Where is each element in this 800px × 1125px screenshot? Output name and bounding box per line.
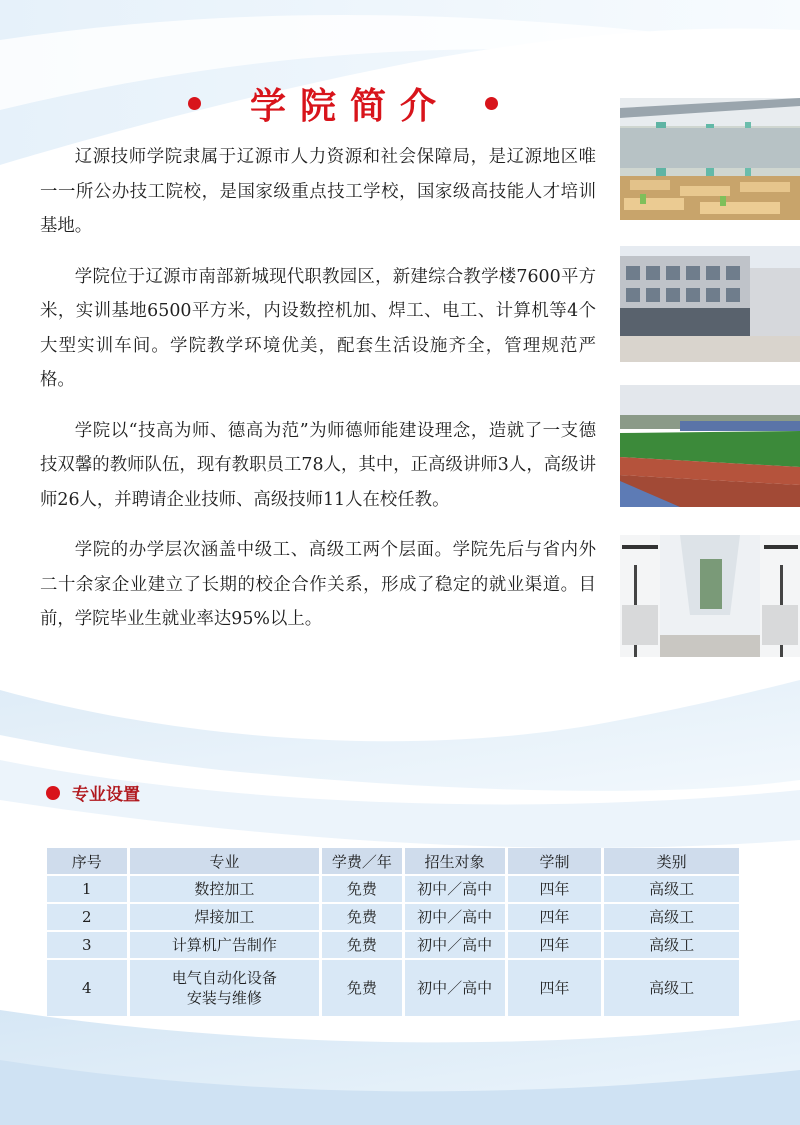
column-header-level: 类别 bbox=[604, 848, 739, 874]
cell-duration: 四年 bbox=[508, 904, 602, 930]
cell-number: 4 bbox=[47, 960, 127, 1016]
table-row bbox=[47, 876, 739, 902]
section-title: 专业设置 bbox=[72, 785, 140, 805]
majors-section-heading bbox=[46, 780, 140, 805]
cell-major: 焊接加工 bbox=[130, 904, 320, 930]
cell-level: 高级工 bbox=[604, 876, 739, 902]
intro-paragraph: 学院的办学层次涵盖中级工、高级工两个层面。学院先后与省内外二十余家企业建立了长期的校企合作关系，形成了稳定的就业渠道。目前，学院毕业生就业率达95%以上。 bbox=[40, 540, 596, 629]
cell-major: 计算机广告制作 bbox=[130, 932, 320, 958]
cell-level: 高级工 bbox=[604, 904, 739, 930]
column-header-duration: 学制 bbox=[508, 848, 602, 874]
cell-duration: 四年 bbox=[508, 932, 602, 958]
cell-number: 1 bbox=[47, 876, 127, 902]
cell-number: 2 bbox=[47, 904, 127, 930]
page-title-text: 学院简介 bbox=[249, 85, 450, 127]
table-header-row bbox=[47, 848, 739, 874]
cell-level: 高级工 bbox=[604, 960, 739, 1016]
bullet-dot-icon bbox=[188, 97, 201, 110]
cell-major: 数控加工 bbox=[130, 876, 320, 902]
majors-table bbox=[44, 846, 742, 1018]
column-header-major: 专业 bbox=[130, 848, 320, 874]
bullet-dot-icon bbox=[485, 97, 498, 110]
cell-fee: 免费 bbox=[322, 876, 402, 902]
column-header-number: 序号 bbox=[47, 848, 127, 874]
intro-paragraph: 辽源技师学院隶属于辽源市人力资源和社会保障局，是辽源地区唯一一所公办技工院校，是国家级重点技工学校，国家级高技能人才培训基地。 bbox=[40, 147, 596, 236]
cell-number: 3 bbox=[47, 932, 127, 958]
cell-major-line2: 安装与维修 bbox=[186, 989, 262, 1007]
table-row bbox=[47, 932, 739, 958]
intro-paragraph: 学院以“技高为师、德高为范”为师德师能建设理念，造就了一支德技双馨的教师队伍，现有教职员工78人，其中，正高级讲师3人，高级讲师26人，并聘请企业技师、高级技师11人在校任教。 bbox=[40, 420, 596, 510]
building-photo bbox=[620, 246, 800, 362]
cell-duration: 四年 bbox=[508, 876, 602, 902]
stadium-photo bbox=[620, 385, 800, 507]
table-row bbox=[47, 960, 739, 1016]
cell-target: 初中／高中 bbox=[405, 932, 505, 958]
table-row bbox=[47, 904, 739, 930]
cell-target: 初中／高中 bbox=[405, 876, 505, 902]
intro-paragraph: 学院位于辽源市南部新城现代职教园区，新建综合教学楼7600平方米，实训基地6500平方米，内设数控机加、焊工、电工、计算机等4个大型实训车间。学院教学环境优美，配套生活设施齐全，管理规范严格。 bbox=[40, 266, 596, 390]
cell-fee: 免费 bbox=[322, 960, 402, 1016]
cell-fee: 免费 bbox=[322, 932, 402, 958]
cell-fee: 免费 bbox=[322, 904, 402, 930]
cell-target: 初中／高中 bbox=[405, 904, 505, 930]
cell-major bbox=[130, 960, 320, 1016]
column-header-target: 招生对象 bbox=[405, 848, 505, 874]
cell-major-line1: 电气自动化设备 bbox=[171, 969, 277, 987]
bullet-dot-icon bbox=[46, 786, 60, 800]
column-header-fee: 学费／年 bbox=[322, 848, 402, 874]
canteen-photo bbox=[620, 98, 800, 220]
dormitory-photo bbox=[620, 535, 800, 657]
page-title bbox=[188, 80, 498, 126]
intro-text bbox=[40, 140, 596, 653]
cell-level: 高级工 bbox=[604, 932, 739, 958]
cell-target: 初中／高中 bbox=[405, 960, 505, 1016]
cell-duration: 四年 bbox=[508, 960, 602, 1016]
